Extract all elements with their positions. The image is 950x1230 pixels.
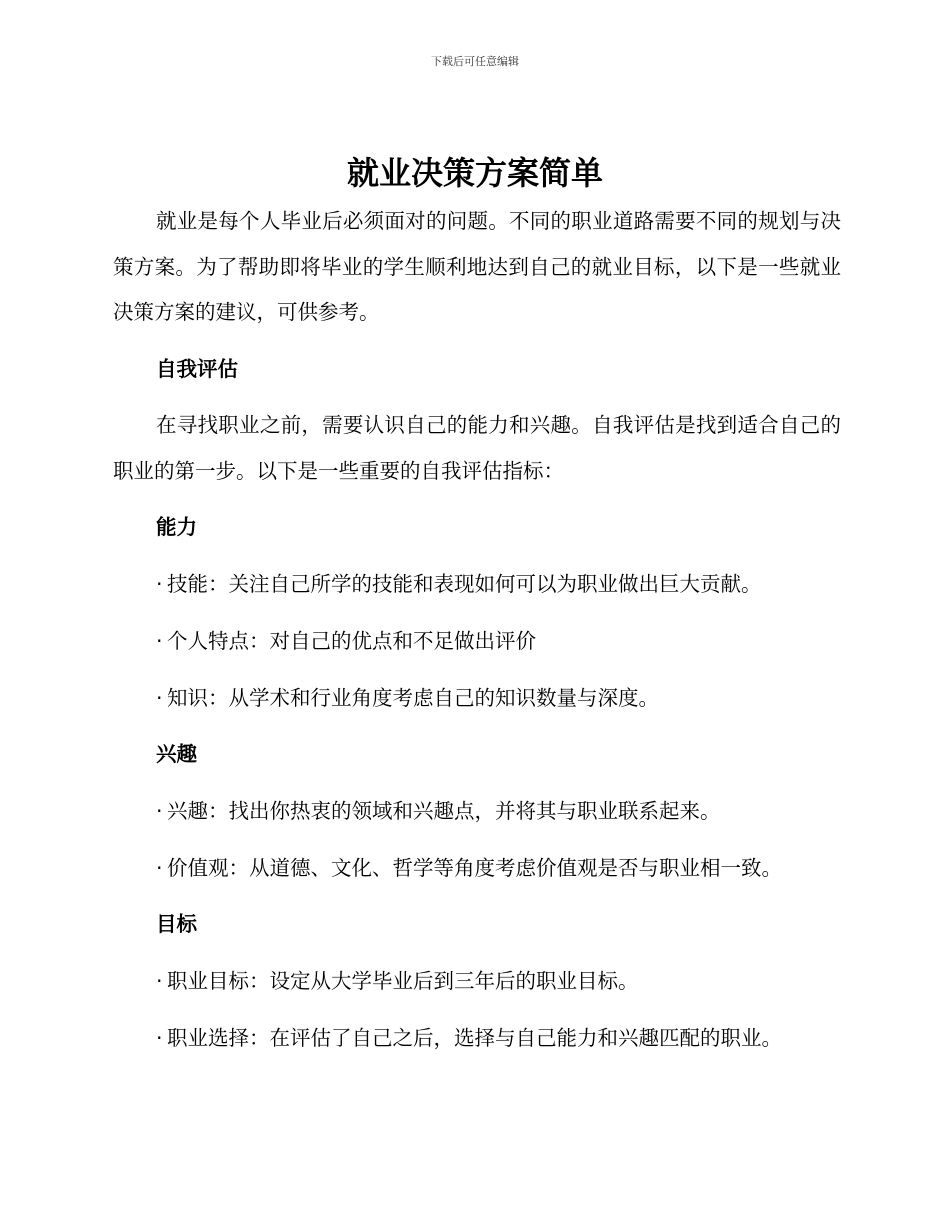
- list-item-interest: [113, 789, 841, 835]
- section-heading-ability: 能力: [156, 515, 197, 539]
- list-item-text: 兴趣：找出你热衷的领域和兴趣点，并将其与职业联系起来。: [167, 798, 721, 823]
- list-item-text: 个人特点：对自己的优点和不足做出评价: [167, 628, 536, 653]
- list-item-career-goal: [113, 959, 841, 1005]
- section-heading-self-assessment: 自我评估: [156, 356, 238, 381]
- list-item-values: [113, 846, 841, 892]
- bullet-icon: ·: [156, 685, 163, 710]
- bullet-icon: ·: [156, 628, 163, 653]
- header-note: 下载后可任意编辑: [431, 55, 519, 68]
- bullet-icon: ·: [156, 968, 163, 993]
- list-item-text: 价值观：从道德、文化、哲学等角度考虑价值观是否与职业相一致。: [167, 855, 782, 880]
- list-item-skill: [113, 562, 841, 608]
- list-item-personal-traits: [113, 619, 841, 665]
- list-item-text: 技能：关注自己所学的技能和表现如何可以为职业做出巨大贡献。: [167, 571, 762, 596]
- document-body: [113, 199, 841, 1061]
- intro-paragraph: 就业是每个人毕业后必须面对的问题。不同的职业道路需要不同的规划与决策方案。为了帮助即将毕业的学生顺利地达到自己的就业目标，以下是一些就业决策方案的建议，可供参考。: [113, 209, 841, 324]
- bullet-icon: ·: [156, 1025, 163, 1050]
- list-item-text: 知识：从学术和行业角度考虑自己的知识数量与深度。: [167, 685, 659, 710]
- section-heading-goal: 目标: [156, 912, 197, 936]
- bullet-icon: ·: [156, 798, 163, 823]
- list-item-career-choice: [113, 1016, 841, 1062]
- document-title: 就业决策方案简单: [346, 154, 603, 192]
- list-item-text: 职业目标：设定从大学毕业后到三年后的职业目标。: [167, 968, 639, 993]
- list-item-text: 职业选择：在评估了自己之后，选择与自己能力和兴趣匹配的职业。: [167, 1025, 782, 1050]
- list-item-knowledge: [113, 676, 841, 722]
- self-assessment-paragraph: 在寻找职业之前，需要认识自己的能力和兴趣。自我评估是找到适合自己的职业的第一步。以下是一些重要的自我评估指标：: [113, 413, 841, 483]
- bullet-icon: ·: [156, 571, 163, 596]
- section-heading-interest: 兴趣: [156, 742, 197, 766]
- bullet-icon: ·: [156, 855, 163, 880]
